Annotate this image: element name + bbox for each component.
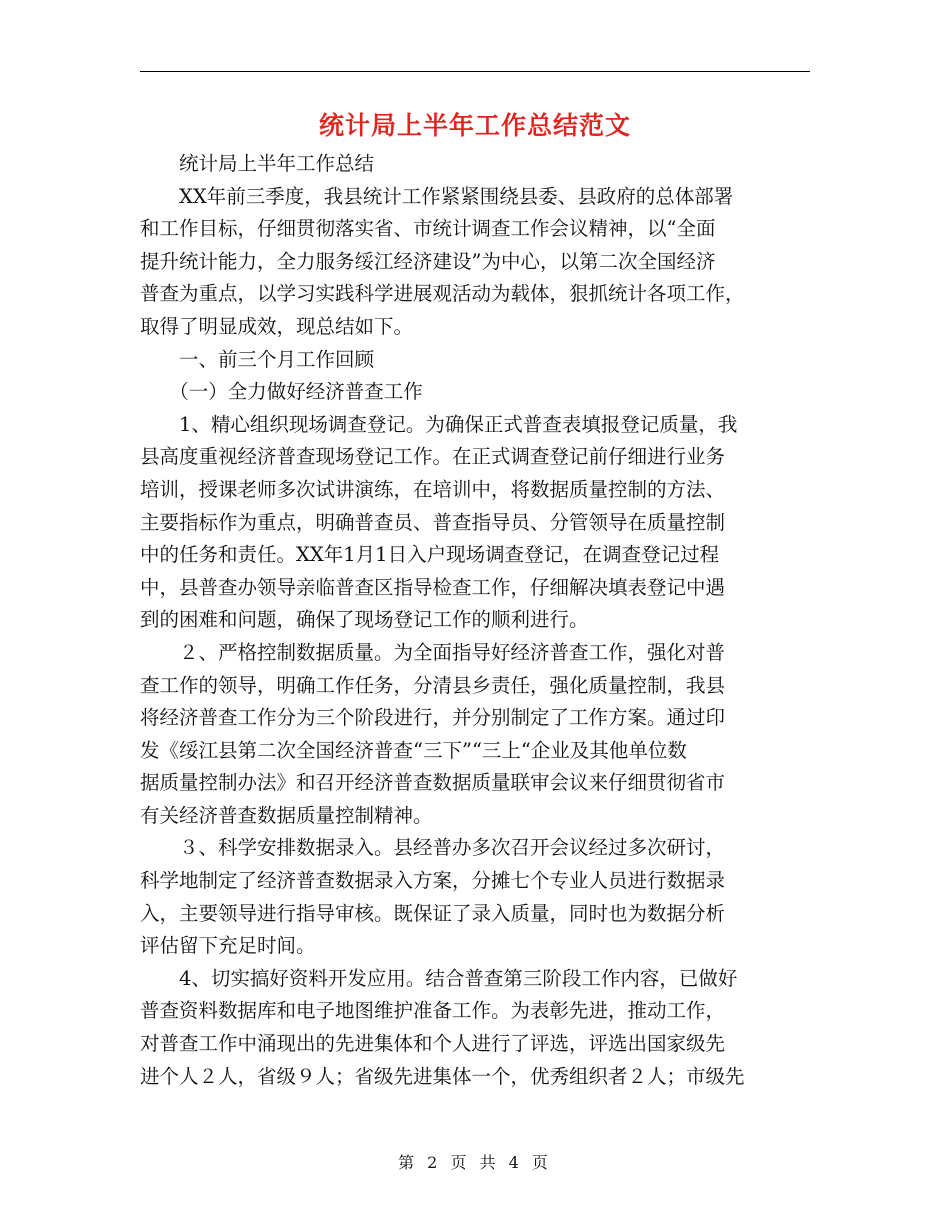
body-line: 中的任务和责任。XX年1月1日入户现场调查登记，在调查登记过程 xyxy=(140,543,720,567)
body-line: 入，主要领导进行指导审核。既保证了录入质量，同时也为数据分析 xyxy=(140,901,726,925)
body-line: 普查为重点，以学习实践科学进展观活动为载体，狠抓统计各项工作， xyxy=(140,282,745,306)
body-line: 查工作的领导，明确工作任务，分清县乡责任，强化质量控制，我县 xyxy=(140,673,726,697)
body-line: 进个人２人，省级９人；省级先进集体一个，优秀组织者２人；市级先 xyxy=(140,1064,745,1088)
body-line: 评估留下充足时间。 xyxy=(140,934,316,958)
body-line: 统计局上半年工作总结 xyxy=(140,152,375,175)
body-line: 1、精心组织现场调查登记。为确保正式普查表填报登记质量，我 xyxy=(140,412,738,436)
body-line: 中，县普查办领导亲临普查区指导检查工作，仔细解决填表登记中遇 xyxy=(140,575,726,599)
body-line: 将经济普查工作分为三个阶段进行，并分别制定了工作方案。通过印 xyxy=(140,706,726,730)
body-line: 主要指标作为重点，明确普查员、普查指导员、分管领导在质量控制 xyxy=(140,510,726,534)
body-line: ３、科学安排数据录入。县经普办多次召开会议经过多次研讨， xyxy=(140,836,726,860)
page-number: 第 2 页 共 4 页 xyxy=(398,1153,552,1172)
body-line: 4、切实搞好资料开发应用。结合普查第三阶段工作内容，已做好 xyxy=(140,966,738,990)
body-line: 取得了明显成效，现总结如下。 xyxy=(140,314,414,338)
body-line: 科学地制定了经济普查数据录入方案，分摊七个专业人员进行数据录 xyxy=(140,869,726,893)
body-line: 对普查工作中涌现出的先进集体和个人进行了评选，评选出国家级先 xyxy=(140,1032,726,1056)
header-rule xyxy=(140,71,810,72)
body-line: ２、严格控制数据质量。为全面指导好经济普查工作，强化对普 xyxy=(140,640,726,664)
body-line: 和工作目标，仔细贯彻落实省、市统计调查工作会议精神，以“全面 xyxy=(140,217,716,241)
document-title: 统计局上半年工作总结范文 xyxy=(318,111,631,140)
body-line: 普查资料数据库和电子地图维护准备工作。为表彰先进，推动工作， xyxy=(140,999,726,1023)
document-body xyxy=(140,148,810,1093)
body-line: 到的困难和问题，确保了现场登记工作的顺利进行。 xyxy=(140,608,589,632)
section-heading: 一、前三个月工作回顾 xyxy=(140,347,375,371)
body-line: 发《绥江县第二次全国经济普查“三下”“三上“企业及其他单位数 xyxy=(140,738,687,762)
body-line: XX年前三季度，我县统计工作紧紧围绕县委、县政府的总体部署 xyxy=(140,184,734,208)
subsection-heading: （一）全力做好经济普查工作 xyxy=(140,380,423,404)
body-line: 县高度重视经济普查现场登记工作。在正式调查登记前仔细进行业务 xyxy=(140,445,726,469)
body-line: 培训，授课老师多次试讲演练，在培训中，将数据质量控制的方法、 xyxy=(140,477,726,501)
body-line: 据质量控制办法》和召开经济普查数据质量联审会议来仔细贯彻省市 xyxy=(140,771,726,795)
body-line: 有关经济普查数据质量控制精神。 xyxy=(140,803,433,827)
body-line: 提升统计能力，全力服务绥江经济建设”为中心，以第二次全国经济 xyxy=(140,249,716,273)
